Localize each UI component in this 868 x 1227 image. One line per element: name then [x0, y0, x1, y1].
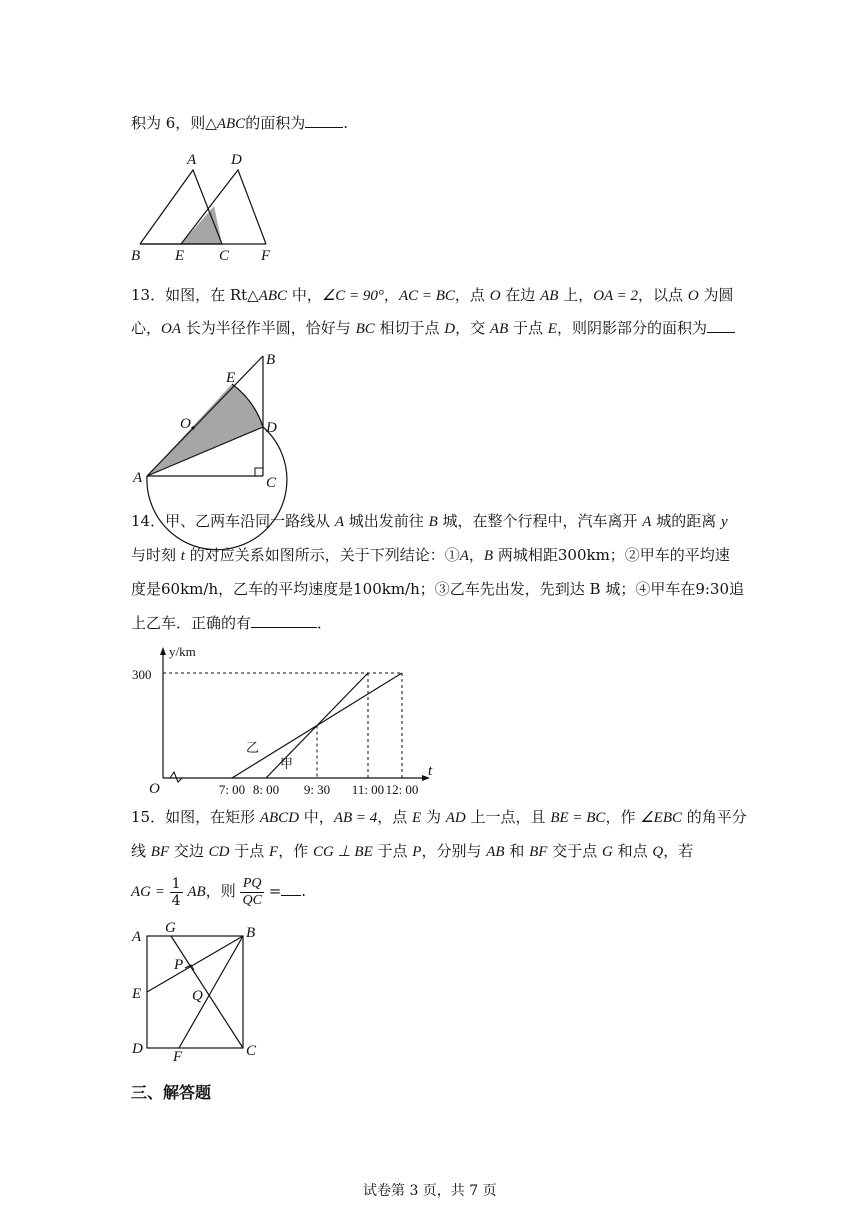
segment-bf: [179, 936, 243, 1048]
answer-blank[interactable]: [281, 881, 301, 896]
q13-line2: 心，OA 长为半径作半圆，恰好与 BC 相切于点 D，交 AB 于点 E，则阴影部分的面积为: [131, 318, 735, 339]
segment-be: [147, 936, 243, 992]
label-q: Q: [192, 988, 203, 1004]
label-a: A: [133, 470, 143, 486]
label-o: O: [180, 416, 191, 432]
distance-time-chart: [130, 640, 440, 800]
shaded-sector: [147, 384, 263, 476]
segment-gc: [171, 936, 243, 1048]
origin-label: O: [149, 781, 160, 797]
answer-blank[interactable]: [305, 113, 343, 128]
label-d: D: [231, 152, 242, 168]
q15-line1: 15．如图，在矩形 ABCD 中，AB = 4，点 E 为 AD 上一点，且 BE = BC，作 ∠EBC 的角平分: [131, 808, 747, 826]
q15-line3: AG = $\frac{1}{4}$ AB，则 $\frac{PQ}{QC}$ = .: [131, 875, 307, 909]
label-c: C: [246, 1043, 257, 1059]
q13-line1: 13．如图，在 Rt△ABC 中，∠C = 90°，AC = BC，点 O 在边 AB 上，OA = 2，以点 O 为圆: [131, 286, 734, 304]
axis-break: [170, 772, 182, 782]
label-a: A: [187, 152, 197, 168]
label-p: P: [174, 957, 184, 973]
label-b: B: [131, 248, 141, 264]
fraction-pq-qc: $\frac{PQ}{QC}$: [242, 875, 262, 908]
label-d: D: [132, 1041, 143, 1057]
q15-line2: 线 BF 交边 CD 于点 F，作 CG ⊥ BE 于点 P，分别与 AB 和 BF 交于点 G 和点 Q，若: [131, 842, 694, 860]
q14-line1: 14．甲、乙两车沿同一路线从 A 城出发前往 B 城，在整个行程中，汽车离开 A 城的距离 y: [131, 512, 728, 530]
answer-blank[interactable]: [707, 318, 735, 333]
q14-line3: 度是60km/h，乙车的平均速度是100km/h；③乙车先出发，先到达 B 城；④甲车在9:30追: [131, 580, 745, 598]
fraction-one-quarter: $\frac{1}{4}$: [171, 875, 181, 909]
q14-line4: 上乙车．正确的有 ．: [131, 614, 333, 632]
q12-text: 积为 6，则△ABC的面积为 .: [131, 114, 348, 132]
section-heading: 三、解答题: [131, 1083, 212, 1102]
q12-figure: [128, 148, 288, 263]
label-g: G: [165, 920, 176, 936]
label-c: C: [219, 248, 230, 264]
series-label-jia: 甲: [280, 756, 294, 771]
label-f: F: [261, 248, 271, 264]
page-footer: 试卷第 3 页，共 7 页: [363, 1183, 497, 1199]
label-d: D: [266, 420, 277, 436]
right-angle-mark: [255, 468, 263, 476]
label-a: A: [132, 929, 142, 945]
y-tick-300: 300: [132, 667, 152, 682]
y-axis-label: y/km: [169, 644, 196, 659]
x-tick-3: 11: 00: [351, 782, 385, 797]
x-axis-label: t: [428, 763, 433, 779]
label-b: B: [266, 352, 276, 368]
q14-line2: 与时刻 t 的对应关系如图所示，关于下列结论：①A，B 两城相距300km；②甲车的平均速: [131, 546, 730, 564]
y-axis-arrow: [160, 647, 166, 655]
label-c: C: [266, 475, 277, 491]
label-f: F: [173, 1049, 183, 1065]
label-e: E: [175, 248, 185, 264]
label-b: B: [246, 925, 256, 941]
label-e: E: [132, 986, 142, 1002]
label-e: E: [226, 370, 236, 386]
x-tick-0: 7: 00: [218, 782, 246, 797]
x-tick-1: 8: 00: [252, 782, 280, 797]
q13-figure: [130, 350, 290, 495]
series-label-yi: 乙: [246, 740, 260, 755]
x-tick-2: 9: 30: [303, 782, 331, 797]
x-tick-4: 12: 00: [385, 782, 419, 797]
q15-figure: [128, 918, 268, 1065]
shaded-region: [181, 206, 222, 244]
answer-blank[interactable]: [251, 613, 317, 628]
